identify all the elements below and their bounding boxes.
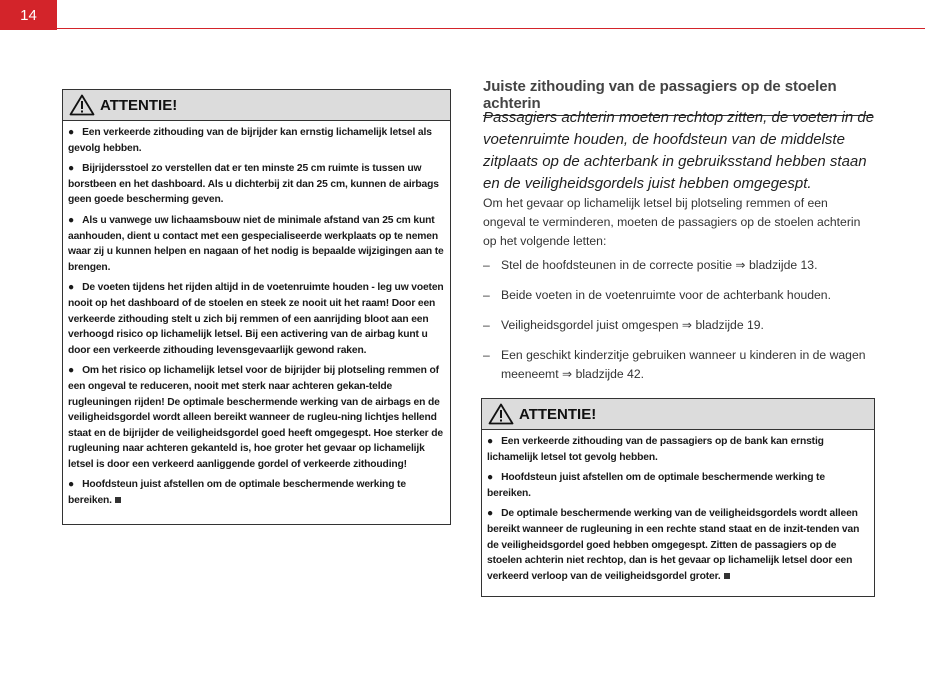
right-warning-box bbox=[481, 398, 875, 597]
right-warning-body bbox=[482, 430, 874, 591]
warning-item bbox=[68, 280, 445, 358]
warning-item-text: Een verkeerde zithouding van de passagiers op de bank kan ernstig lichamelijk letsel tot gevolg hebben. bbox=[487, 436, 824, 463]
section-title: Juiste zithouding van de passagiers op de stoelen achterin bbox=[483, 78, 873, 116]
warning-item bbox=[68, 213, 445, 275]
bullet-icon: ● bbox=[487, 436, 494, 447]
section-intro: Passagiers achterin moeten rechtop zitten, de voeten in de voetenruimte houden, de hoofdsteun van de middelste zitplaats op de achterbank in gebruiksstand hebben staan en de veiligheidsgordels juist hebben omgegespt. bbox=[483, 109, 875, 192]
list-item bbox=[483, 346, 878, 384]
warning-item bbox=[487, 434, 869, 465]
warning-item bbox=[68, 477, 445, 508]
bullet-icon: ● bbox=[68, 127, 75, 138]
warning-heading: ATTENTIE! bbox=[519, 405, 597, 423]
right-warning-header bbox=[482, 399, 874, 430]
list-item bbox=[483, 256, 878, 275]
bullet-icon: ● bbox=[68, 365, 75, 377]
left-warning-body bbox=[63, 121, 450, 516]
warning-item-text: Hoofdsteun juist afstellen om de optimale beschermende werking te bereiken. bbox=[487, 472, 825, 499]
dash-icon: – bbox=[483, 348, 490, 362]
bullet-icon: ● bbox=[68, 282, 75, 294]
warning-item-text: Om het risico op lichamelijk letsel voor de bijrijder bij plotseling remmen of een ongeval te reduceren, nooit met sterk naar achteren gekan-telde rugleuningen rijden! De optimale beschermende werking van de airbags en de veiligheidsgordel wordt alleen bereikt wanneer de rugleu-ning lichtjes hellend staat en de bijrijder de veiligheidsgordel goed heeft omgegespt. Hoe sterker de rugleuning naar achteren gekanteld is, hoe groter het gevaar op lichamelijk letsel is door een verkeerd aanliggende gordel of verkeerde zithouding! bbox=[68, 365, 443, 470]
warning-item-text: Bijrijdersstoel zo verstellen dat er ten minste 25 cm ruimte is tussen uw borstbeen en het dashboard. Als u dichterbij zit dan 25 cm, kunnen de airbags geen goede bescherming geven. bbox=[68, 163, 439, 206]
bullet-icon: ● bbox=[487, 508, 494, 520]
section-body: Om het gevaar op lichamelijk letsel bij plotseling remmen of een ongeval te verminderen, moeten de passagiers op de stoelen achterin op het volgende letten: bbox=[483, 196, 861, 248]
warning-item-text: Als u vanwege uw lichaamsbouw niet de minimale afstand van 25 cm kunt aanhouden, dient u contact met een gespecialiseerde werkplaats op te nemen waar zij u kunnen helpen en nagaan of het nodig is bepaalde wijzigingen aan te brengen. bbox=[68, 214, 444, 273]
left-warning-box bbox=[62, 89, 451, 525]
warning-item-text: De optimale beschermende werking van de veiligheidsgordels wordt alleen bereikt wanneer de rugleuning in een rechte stand staat en de inzit-tenden van de veiligheidsgordel goed hebben omgegespt. Zitten de passagiers op de stoelen achterin niet rechtop, dan is het gevaar op lichamelijk letsel door een verkeerd verloop van de veiligheidsgordel groter. bbox=[487, 508, 860, 582]
list-item-text: Veiligheidsgordel juist omgespen ⇒ bladzijde 19. bbox=[501, 318, 764, 332]
dash-icon: – bbox=[483, 288, 490, 302]
warning-item-text: De voeten tijdens het rijden altijd in de voetenruimte houden - leg uw voeten nooit op het dashboard of de stoelen en steek ze nooit uit het raam! Door een verkeerde zithouding stelt u zich bij remmen of een aanrijding bloot aan een verhoogd risico op lichamelijk letsel. Bij een activering van de airbag kunt u door een verkeerde zithouding levensgevaarlijk gewond raken. bbox=[68, 282, 444, 356]
list-item bbox=[483, 316, 878, 335]
warning-item-text: Een verkeerde zithouding van de bijrijder kan ernstig lichamelijk letsel als gevolg hebben. bbox=[68, 127, 432, 154]
list-item bbox=[483, 286, 878, 305]
bullet-icon: ● bbox=[68, 479, 75, 491]
warning-triangle-icon bbox=[69, 94, 95, 116]
left-warning-header bbox=[63, 90, 450, 121]
warning-item-text: Hoofdsteun juist afstellen om de optimale beschermende werking te bereiken. bbox=[68, 479, 406, 507]
bullet-icon: ● bbox=[68, 214, 75, 226]
list-item-text: Beide voeten in de voetenruimte voor de achterbank houden. bbox=[501, 288, 831, 302]
warning-item bbox=[487, 506, 869, 584]
bullet-icon: ● bbox=[487, 472, 494, 484]
end-square-icon bbox=[724, 573, 730, 579]
warning-heading: ATTENTIE! bbox=[100, 96, 178, 114]
dash-icon: – bbox=[483, 318, 490, 332]
warning-item bbox=[68, 125, 445, 156]
page-number-badge bbox=[0, 0, 57, 30]
warning-triangle-icon bbox=[488, 403, 514, 425]
list-item-text: Stel de hoofdsteunen in de correcte positie ⇒ bladzijde 13. bbox=[501, 258, 818, 272]
steps-list bbox=[483, 256, 878, 395]
end-square-icon bbox=[115, 497, 121, 503]
bullet-icon: ● bbox=[68, 163, 75, 175]
warning-item bbox=[68, 363, 445, 472]
dash-icon: – bbox=[483, 258, 490, 272]
page-number: 14 bbox=[20, 6, 37, 24]
warning-item bbox=[487, 470, 869, 501]
list-item-text: Een geschikt kinderzitje gebruiken wanneer u kinderen in de wagen meeneemt ⇒ bladzijde 42. bbox=[501, 348, 866, 381]
header-rule bbox=[57, 28, 925, 29]
warning-item bbox=[68, 161, 445, 208]
